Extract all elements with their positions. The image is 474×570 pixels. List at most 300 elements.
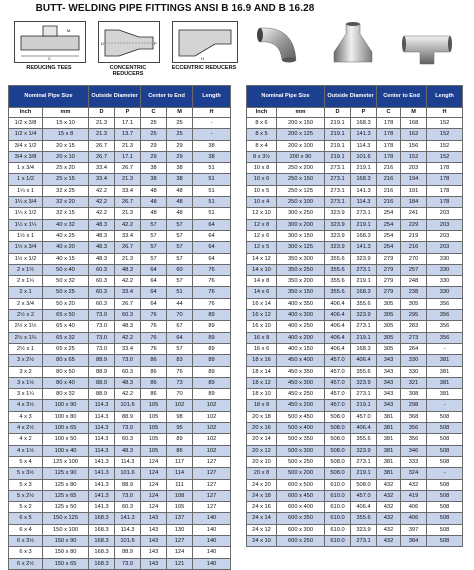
nominal-pipe-size-header: Nominal Pipe Size <box>9 86 89 108</box>
table-row <box>247 377 463 388</box>
table-cell: 300 x 125 <box>277 242 325 253</box>
table-cell: 397 <box>401 524 427 535</box>
table-cell: 25 x 15 <box>43 174 89 185</box>
table-cell: 124 <box>141 490 167 501</box>
table-cell: 10 x 8 <box>247 163 277 174</box>
table-cell: 125 x 80 <box>43 479 89 490</box>
table-cell: 127 <box>193 479 231 490</box>
table-cell: 143 <box>141 535 167 546</box>
table-cell: 178 <box>427 163 463 174</box>
table-cell: 600 x 350 <box>277 513 325 524</box>
table-cell: 229 <box>401 219 427 230</box>
table-cell: 250 x 150 <box>277 174 325 185</box>
table-cell: 168.3 <box>89 524 115 535</box>
table-cell: 270 <box>401 253 427 264</box>
table-cell: 219.1 <box>325 118 351 129</box>
reducer-photo <box>328 20 378 66</box>
table-cell: 88.9 <box>115 547 141 558</box>
table-cell: 150 x 80 <box>43 547 89 558</box>
table-cell: 26.7 <box>115 298 141 309</box>
table-cell: 125 x 90 <box>43 468 89 479</box>
table-cell: 48 <box>141 185 167 196</box>
table-cell: 406.4 <box>325 298 351 309</box>
table-cell: 20 x 8 <box>247 468 277 479</box>
table-cell: 8 x 3½ <box>247 151 277 162</box>
table-cell: 95 <box>167 423 193 434</box>
table-cell: 60.3 <box>89 264 115 275</box>
table-cell: 117 <box>167 456 193 467</box>
table-cell: 114.3 <box>115 456 141 467</box>
table-cell: 200 x 150 <box>277 118 325 129</box>
table-row <box>9 264 231 275</box>
table-cell: 40 x 25 <box>43 230 89 241</box>
table-cell: 42.2 <box>115 332 141 343</box>
table-cell: 150 x 90 <box>43 535 89 546</box>
table-cell: 89 <box>193 377 231 388</box>
table-cell: 162 <box>401 129 427 140</box>
table-cell: 203 <box>401 163 427 174</box>
table-row <box>9 389 231 400</box>
table-row <box>9 242 231 253</box>
table-cell: 273.1 <box>325 174 351 185</box>
table-cell: 381 <box>377 468 401 479</box>
table-cell: 57 <box>167 276 193 287</box>
table-cell: 141.3 <box>89 502 115 513</box>
table-cell: 141.3 <box>351 129 377 140</box>
table-cell: 356 <box>401 434 427 445</box>
table-cell: 323.9 <box>351 310 377 321</box>
table-cell: 3 x 2 <box>9 366 43 377</box>
concentric-reducers-label: CONCENTRIC REDUCERS <box>109 65 147 77</box>
table-cell: 406.4 <box>351 502 377 513</box>
table-cell: 508 <box>427 411 463 422</box>
table-cell: 60.3 <box>115 502 141 513</box>
table-cell: 1/2 x 1/4 <box>9 129 43 140</box>
table-cell: 10 x 5 <box>247 185 277 196</box>
table-cell: 2½ x 1½ <box>9 321 43 332</box>
table-cell: 13.7 <box>115 129 141 140</box>
table-cell: 6 x 3 <box>9 547 43 558</box>
table-row <box>9 163 231 174</box>
table-cell: 33.4 <box>115 343 141 354</box>
table-cell: 88.9 <box>89 377 115 388</box>
table-cell: 48 <box>141 208 167 219</box>
table-cell: 80 x 65 <box>43 355 89 366</box>
table-cell: 1 x 3/4 <box>9 163 43 174</box>
fitting-diagrams <box>14 17 242 81</box>
table-cell: 21.3 <box>89 118 115 129</box>
table-cell: 102 <box>193 445 231 456</box>
mm-header-right: mm <box>277 108 325 118</box>
table-row <box>247 411 463 422</box>
table-cell: 16 x 10 <box>247 321 277 332</box>
table-cell: 51 <box>193 197 231 208</box>
table-cell: 44 <box>167 298 193 309</box>
table-cell: 432 <box>377 502 401 513</box>
table-cell: 406 <box>401 502 427 513</box>
table-row <box>247 400 463 411</box>
table-cell: 168 <box>401 118 427 129</box>
table-cell: 406.4 <box>325 332 351 343</box>
table-cell: 15 x 10 <box>43 118 89 129</box>
table-cell: 20 x 16 <box>247 423 277 434</box>
table-cell: 4 x 2 <box>9 434 43 445</box>
table-row <box>247 174 463 185</box>
table-cell: 102 <box>193 411 231 422</box>
table-cell: 108 <box>167 490 193 501</box>
table-cell: 105 <box>167 502 193 513</box>
table-cell: 5 x 3½ <box>9 468 43 479</box>
table-row <box>247 355 463 366</box>
table-cell: 600 x 450 <box>277 490 325 501</box>
table-cell: 257 <box>401 264 427 275</box>
eccentric-reducer-diagram <box>172 21 238 63</box>
table-row <box>247 310 463 321</box>
table-cell: 508 <box>427 513 463 524</box>
table-cell: 6 x 2½ <box>9 558 43 569</box>
table-row <box>9 310 231 321</box>
table-cell: 219.1 <box>325 151 351 162</box>
table-cell: 50 x 20 <box>43 298 89 309</box>
table-cell: 3/4 x 3/8 <box>9 151 43 162</box>
table-cell: 324 <box>401 468 427 479</box>
table-cell: 610.0 <box>325 535 351 546</box>
table-cell: 168.3 <box>351 343 377 354</box>
table-cell: 76 <box>141 332 167 343</box>
table-cell: 76 <box>141 321 167 332</box>
table-cell: 60.3 <box>89 298 115 309</box>
table-cell: 141.3 <box>89 456 115 467</box>
table-cell: 330 <box>427 276 463 287</box>
table-cell: 65 x 25 <box>43 343 89 354</box>
table-cell: 400 x 250 <box>277 321 325 332</box>
table-cell: 24 x 10 <box>247 535 277 546</box>
table-cell: 432 <box>401 479 427 490</box>
table-cell: 152 <box>427 140 463 151</box>
table-cell: 406.4 <box>325 321 351 332</box>
table-cell: 64 <box>141 287 167 298</box>
table-cell: 381 <box>377 456 401 467</box>
table-cell: 105 <box>141 400 167 411</box>
table-cell: 12 x 8 <box>247 219 277 230</box>
table-cell: 26.7 <box>89 140 115 151</box>
table-cell: 381 <box>427 355 463 366</box>
m-header-right: M <box>401 108 427 118</box>
table-row <box>9 513 231 524</box>
table-cell: 48.3 <box>115 445 141 456</box>
table-cell: 600 x 500 <box>277 479 325 490</box>
table-cell: 127 <box>193 456 231 467</box>
table-cell: 250 x 100 <box>277 197 325 208</box>
table-row <box>247 151 463 162</box>
svg-text:P: P <box>154 41 157 46</box>
table-cell: 508 <box>427 479 463 490</box>
table-cell: 8 x 4 <box>247 140 277 151</box>
table-row <box>9 276 231 287</box>
table-cell: 105 <box>141 445 167 456</box>
table-cell: 100 x 50 <box>43 434 89 445</box>
table-cell: 137 <box>167 513 193 524</box>
table-cell: 67 <box>167 321 193 332</box>
table-row <box>9 208 231 219</box>
table-cell: 124 <box>167 547 193 558</box>
svg-text:M: M <box>67 28 71 33</box>
table-row <box>247 197 463 208</box>
table-row <box>247 423 463 434</box>
table-cell: 178 <box>427 185 463 196</box>
table-cell: 355.6 <box>351 513 377 524</box>
table-row <box>9 490 231 501</box>
table-row <box>247 253 463 264</box>
table-cell: 3 x 1½ <box>9 377 43 388</box>
table-cell: 4 x 3 <box>9 411 43 422</box>
table-cell: 100 x 80 <box>43 411 89 422</box>
table-cell: 18 x 14 <box>247 366 277 377</box>
table-cell: 1¼ x 1 <box>9 185 43 196</box>
reducing-tee-diagram <box>14 21 86 63</box>
table-cell: 457.0 <box>325 400 351 411</box>
table-cell: 50 x 40 <box>43 264 89 275</box>
table-cell: 10 x 4 <box>247 197 277 208</box>
table-cell: 26.7 <box>115 197 141 208</box>
elbow-photo <box>254 20 304 66</box>
inch-header: Inch <box>9 108 43 118</box>
table-cell: 38 <box>167 174 193 185</box>
table-cell: 127 <box>167 535 193 546</box>
table-cell: 114.3 <box>89 400 115 411</box>
table-cell: 457.0 <box>325 377 351 388</box>
table-cell: 178 <box>427 197 463 208</box>
table-cell: 64 <box>141 298 167 309</box>
table-row <box>247 185 463 196</box>
table-cell: 610.0 <box>325 479 351 490</box>
table-cell: 305 <box>377 343 401 354</box>
table-cell: 48.3 <box>89 219 115 230</box>
table-cell: 114.3 <box>89 411 115 422</box>
table-cell: 48.3 <box>89 253 115 264</box>
table-row <box>9 423 231 434</box>
table-cell: 124 <box>141 456 167 467</box>
table-cell: 42.2 <box>89 208 115 219</box>
table-cell: 610.0 <box>325 513 351 524</box>
table-cell: 1½ x 3/4 <box>9 242 43 253</box>
table-row <box>9 377 231 388</box>
table-cell: 57 <box>141 242 167 253</box>
table-cell: 3 x 1¼ <box>9 389 43 400</box>
table-cell: 305 <box>401 298 427 309</box>
table-cell: 203 <box>427 208 463 219</box>
length-header: Length <box>193 86 231 108</box>
table-cell: - <box>427 468 463 479</box>
table-cell: 5 x 3 <box>9 479 43 490</box>
table-cell: 219.1 <box>325 129 351 140</box>
table-cell: 150 x 100 <box>43 524 89 535</box>
table-cell: 57 <box>167 242 193 253</box>
table-row <box>9 479 231 490</box>
dimension-table-left <box>8 85 231 570</box>
table-cell: 419 <box>401 490 427 501</box>
table-cell: 114.3 <box>89 423 115 434</box>
table-cell: 305 <box>377 298 401 309</box>
table-cell: 64 <box>167 332 193 343</box>
table-cell: 60.3 <box>115 434 141 445</box>
table-cell: 57 <box>167 230 193 241</box>
table-cell: 406.4 <box>325 343 351 354</box>
svg-text:C: C <box>48 56 51 61</box>
table-cell: 88.9 <box>115 479 141 490</box>
table-cell: 38 <box>167 163 193 174</box>
table-cell: 219.1 <box>351 276 377 287</box>
table-cell: 273.1 <box>351 535 377 546</box>
table-cell: 333 <box>401 456 427 467</box>
table-cell: 450 x 200 <box>277 400 325 411</box>
table-cell: 279 <box>377 276 401 287</box>
table-cell: 6 x 5 <box>9 513 43 524</box>
table-cell: 20 x 10 <box>43 151 89 162</box>
table-cell: 125 x 65 <box>43 490 89 501</box>
table-row <box>9 558 231 569</box>
table-cell: 51 <box>167 287 193 298</box>
h-header: H <box>193 108 231 118</box>
table-cell: 219 <box>401 230 427 241</box>
table-cell: 508 <box>427 423 463 434</box>
table-cell: 250 x 125 <box>277 185 325 196</box>
table-cell: 14 x 12 <box>247 253 277 264</box>
table-cell: 24 x 20 <box>247 479 277 490</box>
table-cell: 114.3 <box>351 197 377 208</box>
fitting-photos <box>250 20 462 70</box>
table-cell: 124 <box>141 502 167 513</box>
table-row <box>247 332 463 343</box>
table-cell: 38 <box>193 151 231 162</box>
table-cell: 216 <box>377 197 401 208</box>
table-cell: 48.3 <box>89 242 115 253</box>
table-cell: 57 <box>167 343 193 354</box>
table-cell: 406.4 <box>351 355 377 366</box>
table-cell: 130 <box>167 524 193 535</box>
table-cell: 141.3 <box>89 468 115 479</box>
table-cell: 29 <box>167 140 193 151</box>
table-cell: 308 <box>401 389 427 400</box>
table-cell: 200 x 125 <box>277 129 325 140</box>
table-cell: 450 x 250 <box>277 389 325 400</box>
table-cell: 80 x 50 <box>43 366 89 377</box>
table-cell: 64 <box>193 253 231 264</box>
table-cell: 508.0 <box>325 445 351 456</box>
table-cell: 350 x 150 <box>277 287 325 298</box>
mm-header: mm <box>43 108 89 118</box>
table-cell: 355.6 <box>351 298 377 309</box>
table-cell: 21.3 <box>115 174 141 185</box>
table-cell: 76 <box>193 264 231 275</box>
table-cell: 102 <box>193 434 231 445</box>
tee-photo <box>402 20 452 66</box>
table-cell: 254 <box>377 242 401 253</box>
table-cell: 80 x 40 <box>43 377 89 388</box>
table-cell: 508 <box>427 524 463 535</box>
table-cell: 57 <box>141 253 167 264</box>
table-cell: 500 x 200 <box>277 468 325 479</box>
table-cell: 48.3 <box>115 321 141 332</box>
table-cell: 273.1 <box>351 456 377 467</box>
table-cell: 343 <box>377 377 401 388</box>
table-cell: 241 <box>401 208 427 219</box>
table-cell: 24 x 16 <box>247 502 277 513</box>
table-cell: 57 <box>167 253 193 264</box>
table-cell: 2 x 1¼ <box>9 276 43 287</box>
table-cell: 48.3 <box>115 264 141 275</box>
table-cell: 355.6 <box>351 366 377 377</box>
table-cell: 57 <box>141 219 167 230</box>
table-cell: 114.3 <box>89 434 115 445</box>
table-cell: 432 <box>377 479 401 490</box>
table-cell: 323.9 <box>325 230 351 241</box>
table-cell: 42.2 <box>89 197 115 208</box>
table-cell: 76 <box>141 310 167 321</box>
table-row <box>9 355 231 366</box>
dimension-table-right <box>246 85 463 547</box>
table-row <box>9 174 231 185</box>
table-cell: 25 <box>167 129 193 140</box>
table-cell: 4 x 3½ <box>9 400 43 411</box>
table-cell: 152 <box>427 129 463 140</box>
table-cell: 83 <box>167 355 193 366</box>
d-header-right: D <box>325 108 351 118</box>
table-cell: 178 <box>377 129 401 140</box>
table-cell: 127 <box>193 502 231 513</box>
table-cell: 33.4 <box>89 163 115 174</box>
table-cell: 51 <box>193 208 231 219</box>
table-cell: 100 x 90 <box>43 400 89 411</box>
table-cell: 40 x 20 <box>43 242 89 253</box>
table-cell: 156 <box>401 140 427 151</box>
table-cell: 305 <box>377 332 401 343</box>
table-cell: 48 <box>167 208 193 219</box>
table-cell: 184 <box>401 197 427 208</box>
table-cell: 29 <box>167 151 193 162</box>
table-cell: 298 <box>401 400 427 411</box>
table-row <box>247 513 463 524</box>
table-cell: 343 <box>377 389 401 400</box>
table-cell: 194 <box>401 174 427 185</box>
table-cell: 18 x 10 <box>247 389 277 400</box>
table-cell: 321 <box>401 377 427 388</box>
table-cell: 279 <box>377 253 401 264</box>
table-cell: 26.7 <box>115 242 141 253</box>
table-cell: 140 <box>193 547 231 558</box>
table-cell: 141.3 <box>351 242 377 253</box>
table-cell: 33.4 <box>115 230 141 241</box>
table-cell: 254 <box>377 208 401 219</box>
table-cell: 355.6 <box>325 264 351 275</box>
concentric-reducer-drawing <box>99 22 159 62</box>
table-row <box>247 434 463 445</box>
table-cell: - <box>193 118 231 129</box>
table-cell: 216 <box>377 163 401 174</box>
table-cell: 18 x 8 <box>247 400 277 411</box>
table-row <box>9 535 231 546</box>
table-cell: 279 <box>377 287 401 298</box>
table-cell: 20 x 18 <box>247 411 277 422</box>
table-row <box>9 524 231 535</box>
table-cell: 101.6 <box>115 535 141 546</box>
table-cell: 500 x 300 <box>277 445 325 456</box>
table-cell: 5 x 2½ <box>9 490 43 501</box>
table-cell: 508.0 <box>325 411 351 422</box>
table-cell: 127 <box>193 490 231 501</box>
table-cell: 381 <box>377 445 401 456</box>
table-cell: 323.9 <box>351 377 377 388</box>
